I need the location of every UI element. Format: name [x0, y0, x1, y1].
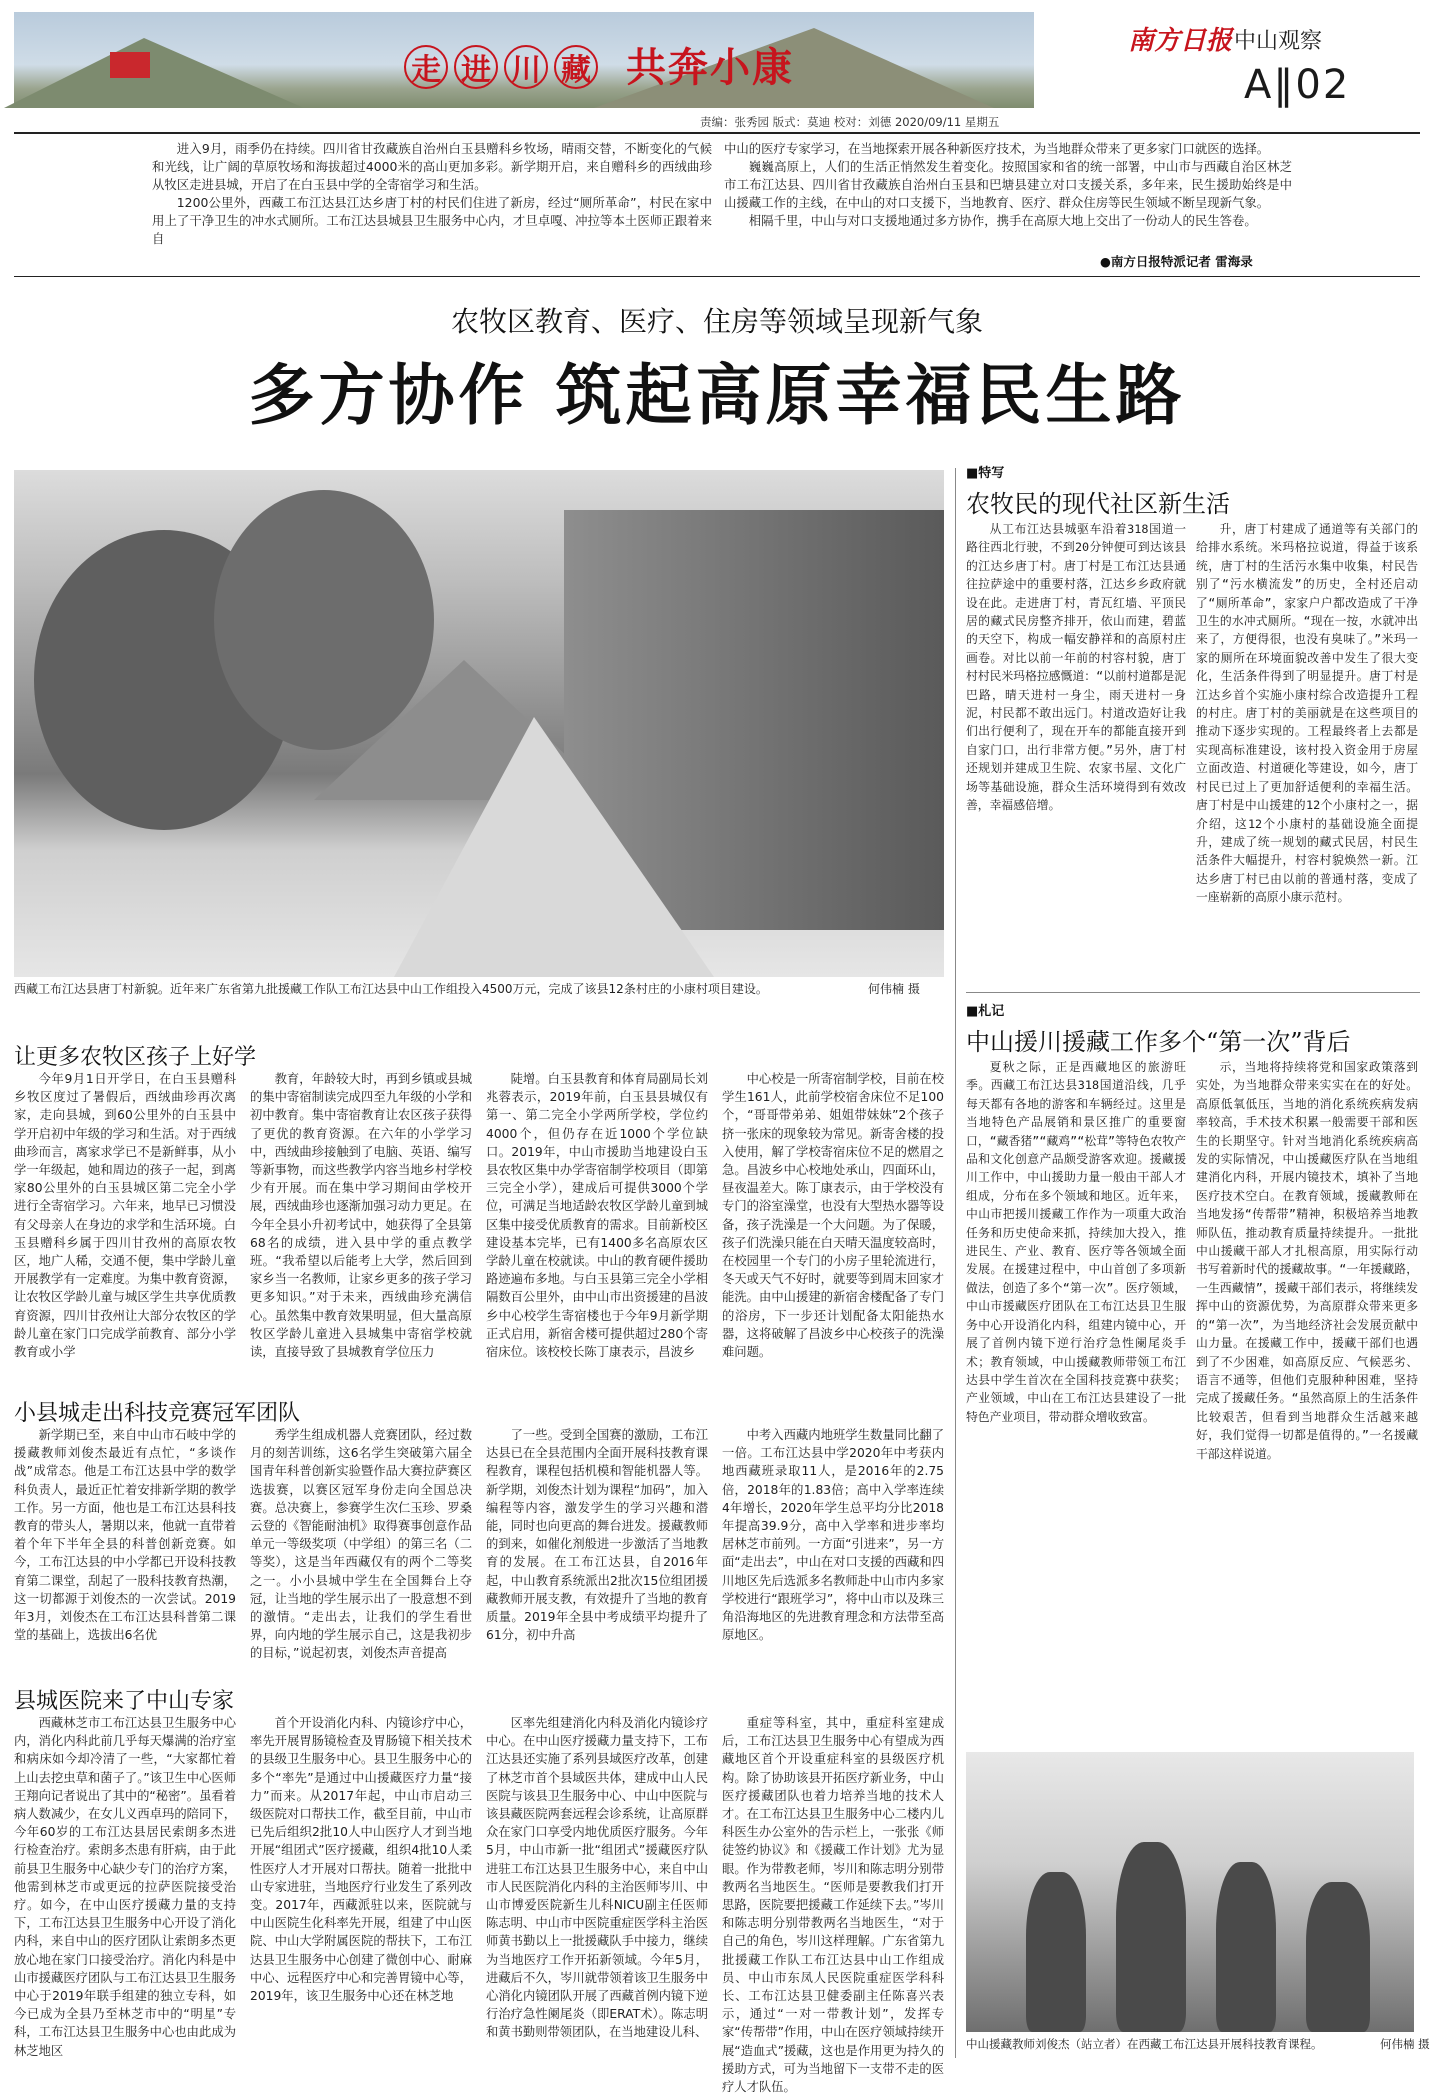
article-column — [486, 1070, 708, 1370]
article-text: 新学期已至，来自中山市石岐中学的援藏教师刘俊杰最近有点忙，“多谈作战”成常态。他是工布江达县中学的数学科负责人，最近正忙着安排新学期的教学工作。另一方面，他也是工布江达县科技教育的带头人，暑期以来，他就一直带着着个年下半年全县的科普创新竞赛。如今，工布江达县的中小学都已开设科技教育第二课堂，刮起了一股科技教育热潮，这一切都源于刘俊杰的一次尝试。2019年3月，刘俊杰在工布江达县科普第二课堂的基础上，选拔出6名优 — [14, 1428, 236, 1643]
notes-title: 中山援川援藏工作多个“第一次”背后 — [966, 1028, 1351, 1056]
article-column — [486, 1426, 708, 1656]
notes-tag: ■札记 — [966, 1004, 1005, 1019]
subheadline: 农牧区教育、医疗、住房等领域呈现新气象 — [450, 305, 983, 338]
village-photo — [14, 470, 944, 977]
edition-name: 中山观察 — [1234, 29, 1323, 54]
article-text: 了一些。受到全国赛的激励，工布江达县已在全县范围内全面开展科技教育课程教育，课程包括机模和智能机器人等。新学期，刘俊杰计划为课程“加码”，加入编程等内容，激发学生的学习兴趣和潜能，同时也向更高的舞台进发。援藏教师的到来，如催化剂般进一步激活了当地教育的发展。在工布江达县，自2016年起，中山教育系统派出2批次15位组团援藏教师开展支教，有效提升了当地的教育质量。2019年全县中考成绩平均提升了61分，初中升高 — [486, 1428, 708, 1643]
article-text: 重症等科室，其中，重症科室建成后，工布江达县卫生服务中心有望成为西藏地区首个开设重症科室的县级医疗机构。除了协助该县开拓医疗新业务，中山医疗援藏团队也着力培养当地的技术人才。在工布江达县卫生服务中心二楼内儿科医生办公室外的告示栏上，一张张《师徒签约协议》和《援藏工作计划》尤为显眼。作为带教老师，岑川和陈志明分别带教两名当地医生。“医师是要教我们打开思路，医院要把援藏工作延续下去。”岑川和陈志明分别带教两名当地医生，“对于自己的角色，岑川这样理解。广东省第九批援藏工作队工布江达县中山工作组成员、中山市东凤人民医院重症医学科科长、工布江达县卫健委副主任陈喜兴表示，通过“一对一带教计划”，发挥专家“传帮带”作用，中山在医疗领域持续开展“造血式”援藏，这也是作用更为持久的援助方式，可为当地留下一支带不走的医疗人才队伍。 — [722, 1716, 944, 2095]
article-text: 陡增。白玉县教育和体育局副局长刘兆蓉表示，2019年前，白玉县县城仅有第一、第二完全小学两所学校，学位约4000个，但仍存在近1000个学位缺口。2019年，中山市援助当地建设白玉县农牧区集中办学寄宿制学校项目（即第三完全小学），建成后可提供3000个学位，可满足当地适龄农牧区学龄儿童到城区集中接受优质教育的需求。目前新校区建设基本完毕，已有1400多名高原农区学龄儿童在校就读。中山的教育硬件援助路迹遍布多地。与白玉县第三完全小学相隔数百公里外，由中山市出资援建的昌波乡中心校学生寄宿楼也于今年9月新学期正式启用，新宿舍楼可提供超过280个寄宿床位。该校校长陈丁康表示，昌波乡 — [486, 1072, 708, 1360]
headline: 多方协作 筑起高原幸福民生路 — [248, 356, 1186, 434]
page-number: A‖02 — [1244, 62, 1351, 108]
feature-text: 升，唐丁村建成了通道等有关部门的给排水系统。米玛格拉说道，得益于该系统，唐丁村的生活污水集中收集，村民告别了“污水横流发”的历史，全村还启动了“厕所革命”，家家户户都改造成了干净卫生的水冲式厕所。“现在一按，水就冲出来了，方便得很，也没有臭味了。”米玛一家的厕所在环境面貌改善中发生了很大变化，生活条件得到了明显提升。唐丁村是江达乡首个实施小康村综合改造提升工程的村庄。唐丁村的美丽就是在这些项目的推动下逐步实现的。工程最终者上去都是实现高标准建设，该村投入资金用于房屋立面改造、村道硬化等建设，如今，唐丁村民已过上了更加舒适便利的幸福生活。唐丁村是中山援建的12个小康村之一，据介绍，这12个小康村的基础设施全面提升，建成了统一规划的藏式民居，村民生活条件大幅提升，村容村貌焕然一新。江达乡唐丁村已由以前的普通村落，变成了一座崭新的高原小康示范村。 — [1196, 522, 1418, 905]
article-column — [722, 1714, 944, 2095]
article-text: 教育，年龄较大时，再到乡镇或县城的集中寄宿制读完成四至九年级的小学和初中教育。集中寄宿教育让农区孩子获得了更优的教育资源。在六年的小学学习中，西绒曲珍接触到了电脑、英语、编写等新事物，而这些教学内容当地乡村学校少有开展。而在集中学习期间由学校开展，西绒曲珍也逐渐加强习动力更足。在今年全县小升初考试中，她获得了全县第68名的成绩，进入县中学的重点教学班。“我希望以后能考上大学，然后回到家乡当一名教师，让家乡更多的孩子学习更多知识。”对于未来，西绒曲珍充满信心。虽然集中教育效果明显，但大量高原牧区学龄儿童进入县城集中寄宿学校就读，直接导致了县城教育学位压力 — [250, 1072, 472, 1360]
section-title: 县城医院来了中山专家 — [14, 1689, 235, 1714]
article-text: 中考入西藏内地班学生数量同比翻了一倍。工布江达县中学2020年中考获内地西藏班录取11人，是2016年的2.75倍，2018年的1.83倍；高中入学率连续4年增长，2020年学生总平均分比2018年提高39.9分，高中入学率和进步率均居林芝市前列。一方面“引进来”，另一方面“走出去”，中山在对口支援的西藏和四川地区先后选派多名教师赴中山市内多家学校进行“跟班学习”，将中山市以及珠三角沿海地区的先进教育理念和方法带至高原地区。 — [722, 1428, 944, 1643]
article-column — [250, 1426, 472, 1661]
intro-right — [724, 140, 1292, 230]
classroom-photo — [966, 1752, 1414, 2032]
article-column — [486, 1714, 708, 2054]
editor-credit-line: 责编：张秀园 版式：莫迪 校对：刘德 2020/09/11 星期五 — [700, 115, 1000, 129]
photo-caption: 西藏工布江达县唐丁村新貌。近年来广东省第九批援藏工作队工布江达县中山工作组投入4500万元，完成了该县12条村庄的小康村项目建设。 — [14, 982, 768, 996]
article-text: 首个开设消化内科、内镜诊疗中心，率先开展胃肠镜检查及胃肠镜下相关技术的县级卫生服务中心。县卫生服务中心的多个“率先”是通过中山援藏医疗力量“接力”而来。从2017年起，中山市启动三级医院对口帮扶工作，截至目前，中山市已先后组织2批10人中山医疗人才到当地开展“组团式”医疗援藏，组织4批10人柔性医疗人才开展对口帮扶。随着一批批中山专家进驻，当地医疗行业发生了系列改变。2017年，西藏派驻以来，医院就与中山医院生化科率先开展，组建了中山医院、中山大学附属医院的帮扶下，工布江达县卫生服务中心创建了微创中心、耐麻中心、远程医疗中心和完善胃镜中心等，2019年，该卫生服务中心还在林芝地 — [250, 1716, 472, 2004]
header-rule — [14, 132, 1420, 134]
intro-left — [152, 140, 712, 248]
feature-tag: ■特写 — [966, 466, 1005, 481]
article-text: 中心校是一所寄宿制学校，目前在校学生161人，此前学校宿舍床位不足100个，“哥哥带弟弟、姐姐带妹妹”2个孩子挤一张床的现象较为常见。新寄舍楼的投入使用，解了学校寄宿床位不足的燃眉之急。昌波乡中心校地处承山，四面环山，昼夜温差大。陈丁康表示，由于学校没有专门的浴室澡堂，也没有大型热水器等设备，孩子洗澡是一个大问题。为了保暖，孩子们洗澡只能在白天晴天温度较高时，在校园里一个专门的小房子里轮流进行，冬天或天气不好时，就要等到周末回家才能洗。由中山援建的新宿舍楼配备了专门的浴房，下一步还计划配备太阳能热水器，这将破解了昌波乡中心校孩子的洗澡难问题。 — [722, 1072, 944, 1360]
intro-paragraph: 1200公里外，西藏工布江达县江达乡唐丁村的村民们住进了新房，经过“厕所革命”，村民在家中用上了干净卫生的冲水式厕所。工布江达县城县卫生服务中心内，才旦卓嘎、冲拉等本土医师正跟着来自 — [152, 195, 712, 246]
article-text: 秀学生组成机器人竞赛团队，经过数月的刻苦训练，这6名学生突破第六届全国青年科普创新实验暨作品大赛拉萨赛区选拔赛，以赛区冠军身份走向全国总决赛。总决赛上，参赛学生次仁玉珍、罗桑云登的《智能耐油机》取得赛事创意作品单元一等级奖项（中学组）的第三名（二等奖），这是当年西藏仅有的两个二等奖之一。小小县城中学生在全国舞台上夺冠，让当地的学生展示出了一股意想不到的激情。“走出去，让我们的学生看世界，向内地的学生展示自己，这是我初步的目标，”说起初衷，刘俊杰声音提高 — [250, 1428, 472, 1661]
article-column — [250, 1714, 472, 2054]
notes-text: 示，当地将持续将党和国家政策落到实处，为当地群众带来实实在在的好处。高原低氧低压，当地的消化系统疾病发病率较高，手术技术积累一般需要干部和医生的长期坚守。针对当地消化系统疾病高发的实际情况，中山援藏医疗队在当地组建消化内科，开展内镜技术，填补了当地医疗技术空白。在教育领域，援藏教师在当地发扬“传帮带”精神，积极培养当地教师队伍，推动教育质量持续提升。一批批中山援藏干部人才扎根高原，用实际行动书写着新时代的援藏故事。“一年援藏路，一生西藏情”，援藏干部们表示，将继续发挥中山的资源优势，为高原群众带来更多的“第一次”，为当地经济社会发展贡献中山力量。在援藏工作中，援藏干部们也遇到了不少困难，如高原反应、气候恶劣、语言不通等，但他们克服种种困难，坚持完成了援藏任务。“虽然高原上的生活条件比较艰苦，但看到当地群众生活越来越好，我们觉得一切都是值得的。”一名援藏干部这样说道。 — [1196, 1060, 1418, 1461]
notes-column — [1196, 1058, 1418, 1742]
feature-column — [966, 520, 1186, 980]
article-column — [14, 1714, 236, 2058]
kicker-char: 川 — [504, 45, 548, 89]
intro-paragraph: 进入9月，雨季仍在持续。四川省甘孜藏族自治州白玉县赠科乡牧场，晴雨交替，不断变化的气候和光线，让广阔的草原牧场和海拔超过4000米的高山更加多彩。新学期开启，来自赠科乡的西绒曲珍从牧区走进县城，开启了在白玉县中学的全寄宿学习和生活。 — [152, 141, 712, 192]
intro-paragraph: 相隔千里，中山与对口支援地通过多方协作，携手在高原大地上交出了一份动人的民生答卷。 — [748, 213, 1257, 228]
banner-kicker — [404, 38, 598, 96]
intro-paragraph: 巍巍高原上，人们的生活正悄然发生着变化。按照国家和省的统一部署，中山市与西藏自治区林芝市工布江达县、四川省甘孜藏族自治州白玉县和巴塘县建立对口支援关系，多年来，民生援助始终是中山援藏工作的主线，在中山的对口支援下，当地教育、医疗、群众住房等民生领域不断呈现新气象。 — [724, 159, 1292, 210]
feature-text: 从工布江达县城驱车沿着318国道一路往西北行驶，不到20分钟便可到达该县的江达乡唐丁村。唐丁村是工布江达县通往拉萨途中的重要村落，江达乡乡政府就设在此。走进唐丁村，青瓦红墙、平顶民居的藏式民房整齐排开，依山而建，碧蓝的天空下，构成一幅安静祥和的高原村庄画卷。对比以前一年前的村容村貌，唐丁村村民米玛格拉感慨道：“以前村道都是泥巴路，晴天进村一身尘，雨天进村一身泥，村民都不敢出远门。村道改造好让我们出行便利了，现在开车的都能直接开到自家门口，出行非常方便。”另外，唐丁村还规划并建成卫生院、农家书屋、文化广场等基础设施，群众生活环境得到有效改善，幸福感倍增。 — [966, 522, 1186, 813]
newspaper-logo: 南方日报 — [1128, 26, 1233, 56]
column-divider — [955, 468, 956, 2058]
article-text: 区率先组建消化内科及消化内镜诊疗中心。在中山医疗援藏力量支持下，工布江达县还实施了系列县域医疗改革，创建了林芝市首个县域医共体，建成中山人民医院与该县卫生服务中心、中山中医院与该县藏医院两套远程会诊系统，让高原群众在家门口享受内地优质医疗服务。今年5月，中山市新一批“组团式”援藏医疗队进驻工布江达县卫生服务中心，来自中山市人民医院消化内科的主治医师岑川、中山市博爱医院新生儿科NICU副主任医师陈志明、中山市中医院重症医学科主治医师黄书勤以上一批援藏队手中接力，继续为当地医疗工作开拓新领域。今年5月，进藏后不久，岑川就带领着该卫生服务中心消化内镜团队开展了西藏首例内镜下逆行治疗急性阑尾炎（即ERAT术）。陈志明和黄书勤则带领团队，在当地建设儿科、 — [486, 1716, 708, 2040]
feature-column — [1196, 520, 1418, 980]
photo-caption: 中山援藏教师刘俊杰（站立者）在西藏工布江达县开展科技教育课程。 — [966, 2037, 1323, 2051]
kicker-char: 走 — [404, 45, 448, 89]
sidebar-rule — [966, 992, 1420, 993]
article-column — [14, 1426, 236, 1656]
section-title: 小县城走出科技竞赛冠军团队 — [14, 1401, 301, 1426]
article-column — [722, 1070, 944, 1370]
kicker-char: 进 — [454, 45, 498, 89]
article-text: 今年9月1日开学日，在白玉县赠科乡牧区度过了暑假后，西绒曲珍再次离家，走向县城，到60公里外的白玉县中学开启初中年级的学习和生活。对于西绒曲珍而言，离家求学已不是新鲜事，从小学一年级起，她和周边的孩子一起，到离家80公里外的白玉县城区第二完全小学进行全寄宿学习。六年来，地早已习惯没有父母亲人在身边的求学和生活环境。白玉县赠科乡属于四川甘孜州的高原农牧区，地广人稀，交通不便，集中学龄儿童开展教学有一定难度。为集中教育资源，让农牧区学龄儿童与城区学生共享优质教育资源，四川甘孜州让大部分农牧区的学龄儿童在家门口完成学前教育、部分小学教育或小学 — [14, 1072, 236, 1360]
intro-rule — [14, 276, 1420, 277]
intro-paragraph: 中山的医疗专家学习，在当地探索开展各种新医疗技术，为当地群众带来了更多家门口就医的选择。 — [724, 141, 1270, 156]
photo-credit: 何伟楠 摄 — [868, 982, 920, 996]
article-column — [722, 1426, 944, 1656]
article-column — [250, 1070, 472, 1370]
feature-title: 农牧民的现代社区新生活 — [966, 490, 1230, 518]
article-column — [14, 1070, 236, 1370]
banner-title: 共奔小康 — [626, 45, 794, 91]
flag-icon — [110, 52, 150, 78]
kicker-char: 藏 — [554, 45, 598, 89]
notes-text: 夏秋之际，正是西藏地区的旅游旺季。西藏工布江达县318国道沿线，几乎每天都有各地的游客和车辆经过。这里是当地特色产品展销和景区推广的重要窗口，“藏香猪”“藏鸡”“松茸”等特色农牧产品和文化创意产品颇受游客欢迎。援藏援川工作中，中山援助力量一般由干部人才组成，分布在多个领域和地区。近年来，中山市把援川援藏工作作为一项重大政治任务和历史使命来抓，持续加大投入，推进民生、产业、教育、医疗等各领域全面发展。在援建过程中，中山首创了多项新做法，创造了多个“第一次”。医疗领域，中山市援藏医疗团队在工布江达县卫生服务中心开设消化内科，组建内镜中心，开展了首例内镜下逆行治疗急性阑尾炎手术；教育领域，中山援藏教师带领工布江达县中学生首次在全国科技竞赛中获奖；产业领域，中山在工布江达县建设了一批特色产业项目，带动群众增收致富。 — [966, 1060, 1186, 1424]
photo-credit: 何伟楠 摄 — [1380, 2037, 1430, 2051]
article-text: 西藏林芝市工布江达县卫生服务中心内，消化内科此前几乎每天爆满的治疗室和病床如今却冷清了一些，“大家都忙着上山去挖虫草和菌子了。”该卫生中心医师王翔向记者说出了其中的“秘密”。虽看着病人数减少，在女儿义西卓玛的陪同下，今年60岁的工布江达县居民索朗多杰进行检查治疗。索朗多杰患有肝病，由于此前县卫生服务中心缺少专门的治疗方案，他需到林芝市或更远的拉萨医院接受治疗。如今，在中山医疗援藏力量的支持下，工布江达县卫生服务中心开设了消化内科，来自中山的医疗团队让索朗多杰更放心地在家门口接受治疗。消化内科是中山市援藏医疗团队与工布江达县卫生服务中心于2019年联手组建的独立专科，如今已成为全县乃至林芝市中的“明星”专科，工布江达县卫生服务中心也由此成为林芝地区 — [14, 1716, 236, 2058]
notes-column — [966, 1058, 1186, 1742]
section-title: 让更多农牧区孩子上好学 — [14, 1045, 257, 1070]
byline: ●南方日报特派记者 雷海录 — [1100, 254, 1253, 269]
